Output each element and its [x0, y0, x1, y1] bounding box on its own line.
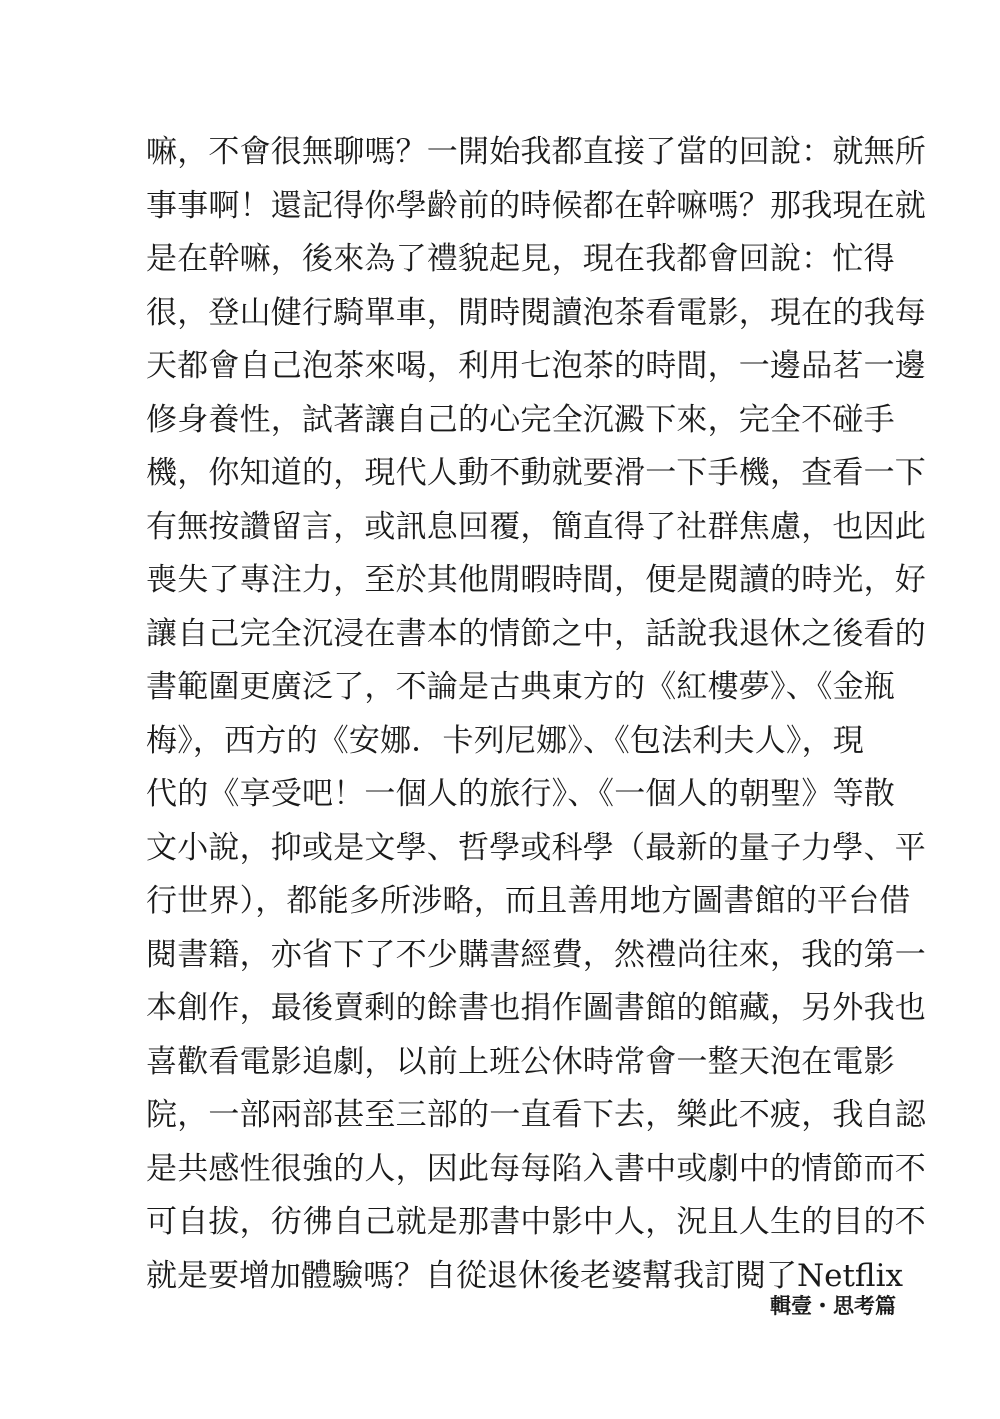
text-line-3: 是在幹嘛，後來為了禮貌起見，現在我都會回說：忙得	[146, 241, 895, 277]
text-line-2: 事事啊！還記得你學齡前的時候都在幹嘛嗎？那我現在就	[146, 187, 926, 224]
text-line-16: 閱書籍，亦省下了不少購書經費，然禮尚往來，我的第一	[146, 936, 926, 973]
text-line-4: 很，登山健行騎單車，閒時閱讀泡茶看電影，現在的我每	[146, 294, 926, 331]
text-line-17: 本創作，最後賣剩的餘書也捐作圖書館的館藏，另外我也	[146, 990, 926, 1026]
text-line-11: 書範圍更廣泛了，不論是古典東方的《紅樓夢》、《金瓶	[146, 669, 895, 705]
text-line-1: 嘛，不會很無聊嗎？一開始我都直接了當的回說：就無所	[146, 134, 926, 170]
text-line-15: 行世界），都能多所涉略，而且善用地方圖書館的平台借	[146, 883, 911, 919]
text-line-5: 天都會自己泡茶來喝，利用七泡茶的時間，一邊品茗一邊	[146, 348, 926, 384]
text-line-19: 院，一部兩部甚至三部的一直看下去，樂此不疲，我自認	[146, 1097, 926, 1133]
text-line-13: 代的《享受吧！一個人的旅行》、《一個人的朝聖》等散	[146, 776, 895, 812]
text-line-20: 是共感性很強的人，因此每每陷入書中或劇中的情節而不	[146, 1150, 926, 1187]
text-line-10: 讓自己完全沉浸在書本的情節之中，話說我退休之後看的	[146, 615, 926, 652]
section-footer: 輯壹・思考篇	[770, 1294, 896, 1318]
body-text	[146, 126, 926, 1303]
text-line-7: 機，你知道的，現代人動不動就要滑一下手機，查看一下	[146, 455, 926, 491]
text-line-22: 就是要增加體驗嗎？自從退休後老婆幫我訂閱了Netflix	[146, 1257, 904, 1294]
text-line-21: 可自拔，彷彿自己就是那書中影中人，況且人生的目的不	[146, 1204, 926, 1240]
text-line-6: 修身養性，試著讓自己的心完全沉澱下來，完全不碰手	[146, 401, 895, 438]
text-line-8: 有無按讚留言，或訊息回覆，簡直得了社群焦慮，也因此	[146, 508, 926, 545]
text-line-12: 梅》，西方的《安娜．卡列尼娜》、《包法利夫人》，現	[146, 722, 864, 759]
text-line-14: 文小說，抑或是文學、哲學或科學（最新的量子力學、平	[146, 829, 926, 866]
text-line-9: 喪失了專注力，至於其他閒暇時間，便是閱讀的時光，好	[146, 562, 926, 598]
text-line-18: 喜歡看電影追劇，以前上班公休時常會一整天泡在電影	[146, 1043, 895, 1080]
